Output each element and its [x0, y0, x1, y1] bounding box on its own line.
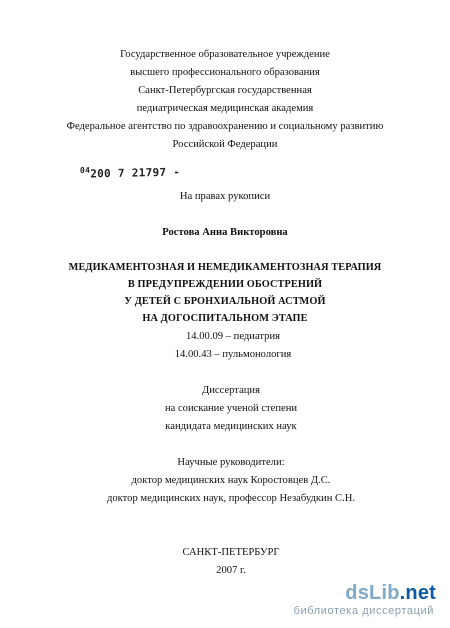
stamp-number: 200 7 21797 — [90, 165, 167, 181]
publication-year: 2007 г. — [216, 565, 246, 576]
thesis-title-line-4: НА ДОГОСПИТАЛЬНОМ ЭТАПЕ — [142, 313, 308, 324]
supervisor-2: доктор медицинских наук, профессор Незабудкин С.Н. — [106, 493, 356, 504]
degree-line-1: на соискание ученой степени — [164, 403, 298, 414]
watermark-brand-part1: dsLib — [345, 582, 400, 604]
thesis-title-line-2: В ПРЕДУПРЕЖДЕНИИ ОБОСТРЕНИЙ — [127, 279, 323, 290]
author-name: Ростова Анна Викторовна — [162, 227, 288, 238]
watermark-subtitle: библиотека диссертаций — [293, 605, 434, 617]
institution-line-5: Федеральное агентство по здравоохранению и социальному развитию — [66, 121, 384, 132]
stamp-prefix: 04 — [79, 165, 91, 175]
institution-line-2: высшего профессионального образования — [130, 67, 320, 78]
thesis-title-line-1: МЕДИКАМЕНТОЗНАЯ И НЕМЕДИКАМЕНТОЗНАЯ ТЕРАПИЯ — [68, 262, 382, 273]
watermark-brand-part2: .net — [399, 582, 436, 604]
institution-line-4: педиатрическая медицинская академия — [136, 103, 314, 114]
watermark-logo — [345, 582, 436, 604]
dslib-watermark — [281, 582, 436, 622]
supervisor-1: доктор медицинских наук Коростовцев Д.С. — [131, 475, 331, 486]
thesis-title-line-3: У ДЕТЕЙ С БРОНХИАЛЬНОЙ АСТМОЙ — [124, 296, 326, 307]
institution-line-6: Российской Федерации — [172, 139, 278, 150]
institution-line-1: Государственное образовательное учреждение — [120, 49, 330, 60]
place-of-publication: САНКТ-ПЕТЕРБУРГ — [182, 547, 280, 558]
degree-line-2: кандидата медицинских наук — [165, 421, 297, 432]
specialty-pediatrics: 14.00.09 – педиатрия — [186, 331, 280, 342]
manuscript-note: На правах рукописи — [179, 191, 271, 202]
supervisors-heading: Научные руководители: — [177, 457, 285, 468]
institution-line-3: Санкт-Петербургская государственная — [138, 85, 312, 96]
specialty-pulmonology: 14.00.43 – пульмонология — [174, 349, 292, 360]
library-stamp-number: $^{04}$200 7 21797 - — [79, 165, 181, 181]
dissertation-label: Диссертация — [202, 385, 260, 396]
